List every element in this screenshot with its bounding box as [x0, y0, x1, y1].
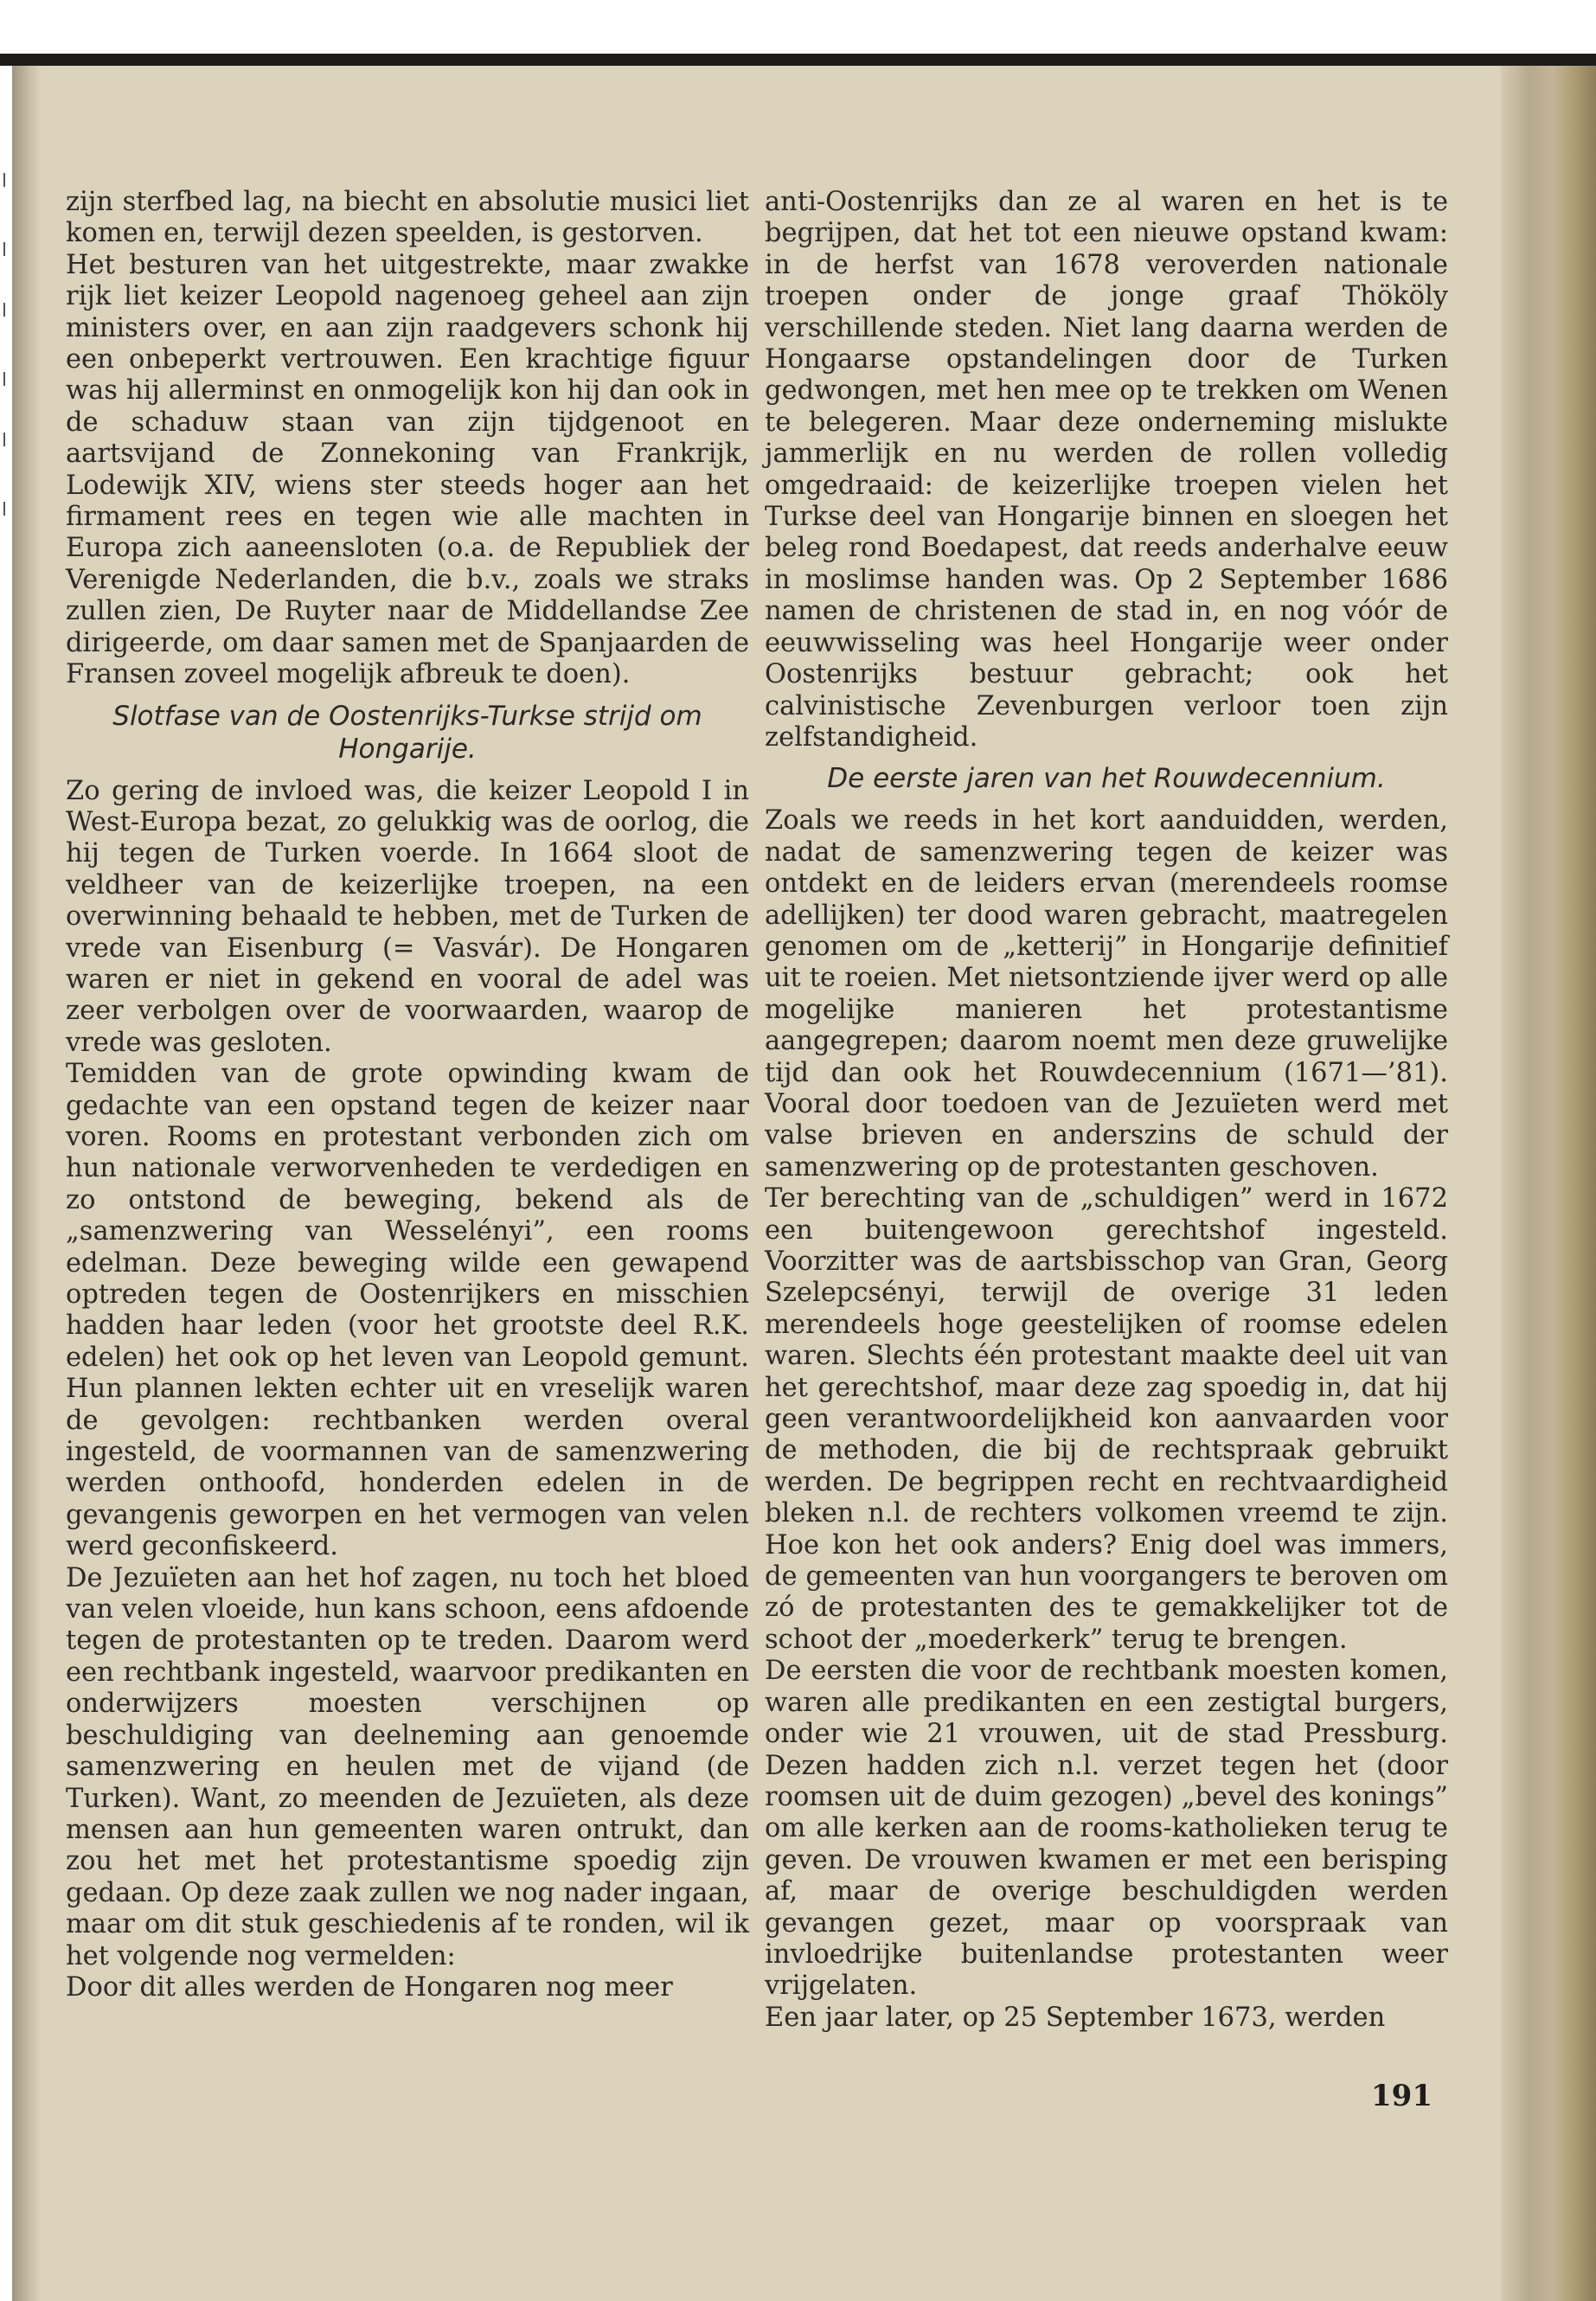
- page-number: 191: [1371, 2079, 1433, 2113]
- left-column: [66, 187, 749, 2003]
- left-column-paragraph: Het besturen van het uitgestrekte, maar zwakke rijk liet keizer Leopold nagenoeg geheel aan zijn ministers over, en aan zijn raadgevers schonk hij een onbeperkt vertrouwen. Een krachtige figuur was hij allerminst en onmogelijk kon hij dan ook in de schaduw staan van zijn tijdgenoot en aartsvijand de Zonnekoning van Frankrijk, Lodewijk XIV, wiens ster steeds hoger aan het firmament rees en tegen wie alle machten in Europa zich aaneensloten (o.a. de Republiek der Verenigde Nederlanden, die b.v., zoals we straks zullen zien, De Ruyter naar de Middellandse Zee dirigeerde, om daar samen met de Spanjaarden de Fransen zoveel mogelijk afbreuk te doen).: [66, 249, 749, 690]
- left-column-paragraph: Temidden van de grote opwinding kwam de gedachte van een opstand tegen de keizer naar voren. Rooms en protestant verbonden zich om hun nationale verworvenheden te verdedigen en zo ontstond de beweging, bekend als de „samenzwering van Wesselényi”, een rooms edelman. Deze beweging wilde een gewapend optreden tegen de Oostenrijkers en misschien hadden haar leden (voor het grootste deel R.K. edelen) het ook op het leven van Leopold gemunt. Hun plannen lekten echter uit en vreselijk waren de gevolgen: rechtbanken werden overal ingesteld, de voormannen van de samenzwering werden onthoofd, honderden edelen in de gevangenis geworpen en het vermogen van velen werd geconfiskeerd.: [66, 1059, 749, 1562]
- left-column-paragraph: Zo gering de invloed was, die keizer Leopold I in West-Europa bezat, zo gelukkig was de oorlog, die hij tegen de Turken voerde. In 1664 sloot de veldheer van de keizerlijke troepen, na een overwinning behaald te hebben, met de Turken de vrede van Eisenburg (= Vasvár). De Hongaren waren er niet in gekend en vooral de adel was zeer verbolgen over de voorwaarden, waarop de vrede was gesloten.: [66, 775, 749, 1058]
- right-column-paragraph: De eersten die voor de rechtbank moesten komen, waren alle predikanten en een zestigtal burgers, onder wie 21 vrouwen, uit de stad Pressburg. Dezen hadden zich n.l. verzet tegen het (door roomsen uit de duim gezogen) „bevel des konings” om alle kerken aan de rooms-katholieken terug te geven. De vrouwen kwamen er met een berisping af, maar de overige beschuldigden werden gevangen gezet, maar op voorspraak van invloedrijke buitenlandse protestanten weer vrijgelaten.: [765, 1656, 1448, 2002]
- book-spine-shadow: [12, 66, 42, 2301]
- page-edge-right: [1501, 66, 1596, 2301]
- right-column-paragraph: Zoals we reeds in het kort aanduidden, werden, nadat de samenzwering tegen de keizer was ontdekt en de leiders ervan (merendeels roomse adellijken) ter dood waren gebracht, maatregelen genomen om de „ketterij” in Hongarije definitief uit te roeien. Met nietsontziende ijver werd op alle mogelijke manieren het protestantisme aangegrepen; daarom noemt men deze gruwelijke tijd dan ook het Rouwdecennium (1671—’81). Vooral door toedoen van de Jezuïeten werd met valse brieven en anderszins de schuld der samenzwering op de protestanten geschoven.: [765, 805, 1448, 1183]
- margin-marks: [0, 173, 12, 519]
- right-column-paragraph: anti-Oostenrijks dan ze al waren en het is te begrijpen, dat het tot een nieuwe opstand kwam: in de herfst van 1678 veroverden nationale troepen onder de jonge graaf Thököly verschillende steden. Niet lang daarna werden de Hongaarse opstandelingen door de Turken gedwongen, met hen mee op te trekken om Wenen te belegeren. Maar deze onderneming mislukte jammerlijk en nu werden de rollen volledig omgedraaid: de keizerlijke troepen vielen het Turkse deel van Hongarije binnen en sloegen het beleg rond Boedapest, dat reeds anderhalve eeuw in moslimse handen was. Op 2 September 1686 namen de christenen de stad in, en nog vóór de eeuwwisseling was heel Hongarije weer onder Oostenrijks bestuur gebracht; ook het calvinistische Zevenburgen verloor toen zijn zelfstandigheid.: [765, 187, 1448, 753]
- right-column-paragraph: Een jaar later, op 25 September 1673, werden: [765, 2002, 1386, 2033]
- left-column-section-heading: Slotfase van de Oostenrijks-Turkse strijd om Hongarije.: [112, 700, 702, 765]
- right-column: [765, 187, 1448, 2034]
- left-column-paragraph: De Jezuïeten aan het hof zagen, nu toch het bloed van velen vloeide, hun kans schoon, eens afdoende tegen de protestanten op te treden. Daarom werd een rechtbank ingesteld, waarvoor predikanten en onderwijzers moesten verschijnen op beschuldiging van deelneming aan genoemde samenzwering en heulen met de vijand (de Turken). Want, zo meenden de Jezuïeten, als deze mensen aan hun gemeenten waren ontrukt, dan zou het met het protestantisme spoedig zijn gedaan. Op deze zaak zullen we nog nader ingaan, maar om dit stuk geschiedenis af te ronden, wil ik het volgende nog vermelden:: [66, 1562, 749, 1971]
- left-column-paragraph: zijn sterfbed lag, na biecht en absolutie musici liet komen en, terwijl dezen speelden, is gestorven.: [66, 187, 749, 249]
- left-column-paragraph: Door dit alles werden de Hongaren nog meer: [66, 1971, 673, 2003]
- right-column-paragraph: Ter berechting van de „schuldigen” werd in 1672 een buitengewoon gerechtshof ingesteld. Voorzitter was de aartsbisschop van Gran, Georg Szelepcsényi, terwijl de overige 31 leden merendeels hoge geestelijken of roomse edelen waren. Slechts één protestant maakte deel uit van het gerechtshof, maar deze zag spoedig in, dat hij geen verantwoordelijkheid kon aanvaarden voor de methoden, die bij de rechtspraak gebruikt werden. De begrippen recht en rechtvaardigheid bleken n.l. de rechters volkomen vreemd te zijn. Hoe kon het ook anders? Enig doel was immers, de gemeenten van hun voorgangers te beroven om zó de protestanten des te gemakkelijker tot de schoot der „moederkerk” terug te brengen.: [765, 1183, 1448, 1655]
- right-column-section-heading: De eerste jaren van het Rouwdecennium.: [827, 763, 1386, 795]
- scan-top-edge: [0, 54, 1596, 66]
